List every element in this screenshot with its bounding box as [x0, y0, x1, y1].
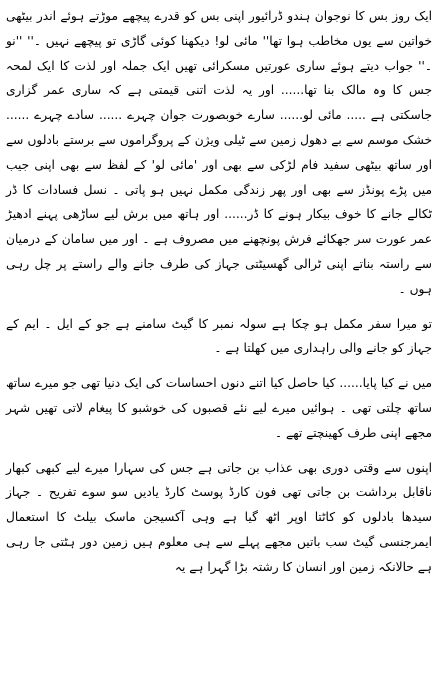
paragraph-bus-driver: ایک روز بس کا نوجوان ہندو ڈرائیور اپنی بس کو قدرے پیچھے موڑتے ہوئے اندر بیٹھی خواتین سے یوں مخاطب ہوا تھا'' مائی لو! دیکھنا کوئی گاڑی تو پیچھے نہیں ۔'' ''نو ۔'' جواب دیتے ہوئے ساری عورتیں مسکرائی تھیں ایک جملہ اور لذت کا ایک لمحہ جس کا وہ مالک بنا تھا...... اور یہ لذت اتنی قیمتی ہے کہ ساری عمر گزاری جاسکتی ہے ..... مائی لو...... سارے خوبصورت جوان چہرے ...... سادے چہرے ...... خشک موسم سے بے دھول زمین سے ٹیلی ویژن کے پروگراموں سے برستے بادلوں سے اور ساتھ بیٹھی سفید فام لڑکی سے بھی اور 'مائی لو' کے لفظ سے بھی اپنی جیب میں پڑے پونڈز سے بھی اور پھر زندگی مکمل نہیں ہو پاتی ۔ نسل فسادات کا ڈر ٹکالے جانے کا خوف بیکار ہونے کا ڈر...... اور ہاتھ میں برش لیے ساڑھی پہنے ادھیڑ عمر عورت سر جھکائے فرش پونچھنے میں مصروف ہے ۔ اور میں سامان کے درمیان سے راستہ بناتے اپنی ٹرالی گھسیٹتی جہاز کی طرف جانے والے راستے پر چل رہی ہوں ۔	[6, 9, 432, 296]
paragraph-gate-sixteen: تو میرا سفر مکمل ہو چکا ہے سولہ نمبر کا گیٹ سامنے ہے جو کے ایل ۔ ایم کے جہاز کو جانے والی راہداری میں کھلتا ہے ۔	[6, 316, 432, 356]
paragraph-departure: اپنوں سے وقتی دوری بھی عذاب بن جاتی ہے جس کی سہارا میرے لیے کبھی کبھار ناقابل برداشت بن جاتی تھی فون کارڈ پوسٹ کارڈ یادیں سو سوے تفریح ۔ جہاز سیدھا بادلوں کو کاٹتا اوپر اٹھ گیا ہے وہی آکسیجن ماسک بیلٹ کا استعمال ایمرجنسی گیٹ سب باتیں مجھے پہلے سے ہی معلوم ہیں زمین دور ہٹتی جا رہی ہے حالانکہ زمین اور انسان کا رشتہ بڑا گہرا ہے یہ	[6, 460, 432, 574]
paragraph-what-i-gained: میں نے کیا پایا...... کیا حاصل کیا اتنے دنوں احساسات کی ایک دنیا تھی جو میرے ساتھ ساتھ چلتی تھی ۔ ہوائیں میرے لیے نئے قصبوں کی خوشبو کا پیغام لاتی تھیں شہر مجھے اپنی طرف کھینچتے تھے ۔	[6, 376, 432, 440]
